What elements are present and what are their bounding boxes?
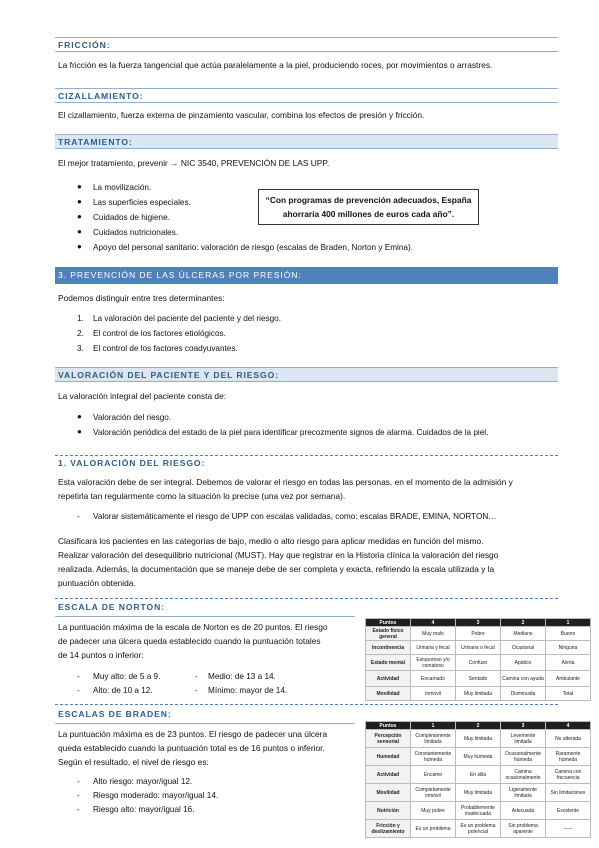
braden-cell: Movilidad bbox=[366, 784, 411, 802]
braden-cell: Humedad bbox=[366, 748, 411, 766]
braden-cell: Muy pobre bbox=[411, 802, 456, 820]
riesgo-para2-line1: Clasificara los pacientes en las categorías de bajo, medio o alto riesgo para aplicar medidas en función del mismo. bbox=[58, 536, 484, 546]
norton-cell: Pobre bbox=[456, 627, 501, 641]
prevencion-intro: Podemos distinguir entre tres determinantes: bbox=[58, 293, 225, 303]
braden-line1: La puntuación máxima es de 23 puntos. El riesgo de padecer una úlcera bbox=[58, 729, 328, 739]
braden-cell: No alterada bbox=[546, 730, 591, 748]
norton-line1: La puntuación máxima de la escala de Norton es de 20 puntos. El riesgo bbox=[58, 622, 328, 632]
braden-table bbox=[365, 721, 591, 838]
braden-cell: Percepción sensorial bbox=[366, 730, 411, 748]
norton-cell: Ambulante bbox=[546, 671, 591, 687]
norton-cell: Estado mental bbox=[366, 655, 411, 671]
braden-cell: Camina con frecuencia bbox=[546, 766, 591, 784]
dash: - bbox=[77, 805, 80, 814]
norton-item: Medio: de 13 a 14. bbox=[208, 672, 276, 681]
riesgo-para1-line2: repetirla tan regularmente como la situación lo precise (una vez por semana). bbox=[58, 491, 346, 501]
table-row bbox=[366, 766, 591, 784]
braden-cell: Encamo bbox=[411, 766, 456, 784]
riesgo-para1-line1: Esta valoración debe de ser integral. Debemos de valorar el riesgo en todas las personas, en el momento de la admisión y bbox=[58, 477, 513, 487]
braden-cell: Completamente inmóvil bbox=[411, 784, 456, 802]
bullet: ● bbox=[77, 182, 82, 191]
heading-valoracion: VALORACIÓN DEL PACIENTE Y DEL RIESGO: bbox=[55, 367, 558, 382]
valoracion-intro: La valoración integral del paciente consta de: bbox=[58, 391, 227, 401]
norton-cell: Encamado bbox=[411, 671, 456, 687]
norton-item: Mínimo: mayor de 14. bbox=[208, 686, 288, 695]
heading-valoracion-riesgo: 1. VALORACIÓN DEL RIESGO: bbox=[55, 455, 558, 470]
braden-cell: Adecuada bbox=[501, 802, 546, 820]
braden-cell: Completamente limitada bbox=[411, 730, 456, 748]
prevencion-item: El control de los factores coadyuvantes. bbox=[93, 344, 238, 353]
braden-header-cell: Puntos bbox=[366, 722, 411, 730]
dash: - bbox=[77, 512, 80, 521]
table-row bbox=[366, 671, 591, 687]
dash: - bbox=[77, 791, 80, 800]
braden-cell: ----- bbox=[546, 820, 591, 838]
braden-cell: Fricción y deslizamiento bbox=[366, 820, 411, 838]
braden-cell: Nutrición bbox=[366, 802, 411, 820]
table-row bbox=[366, 730, 591, 748]
norton-cell: Inmóvil bbox=[411, 687, 456, 701]
norton-cell: Camina con ayuda bbox=[501, 671, 546, 687]
braden-cell: Constantemente húmeda bbox=[411, 748, 456, 766]
norton-cell: Confuso bbox=[456, 655, 501, 671]
norton-cell: Ocasional bbox=[501, 641, 546, 655]
braden-cell: Camina ocasionalmente bbox=[501, 766, 546, 784]
norton-cell: Alerta bbox=[546, 655, 591, 671]
tratamiento-item: Apoyo del personal sanitario: valoración de riesgo (escalas de Braden, Norton y Emina). bbox=[93, 243, 413, 252]
dash: - bbox=[195, 672, 198, 681]
list-number: 2. bbox=[77, 329, 84, 338]
norton-cell: Urinaria o fecal bbox=[456, 641, 501, 655]
table-row bbox=[366, 687, 591, 701]
braden-cell: Es un problema bbox=[411, 820, 456, 838]
norton-cell: Estado físico general bbox=[366, 627, 411, 641]
table-row bbox=[366, 784, 591, 802]
table-row bbox=[366, 627, 591, 641]
norton-cell: Mediano bbox=[501, 627, 546, 641]
braden-cell: Muy limitada bbox=[456, 730, 501, 748]
valoracion-item: Valoración periódica del estado de la piel para identificar precozmente signos de alarma. Cuidados de la piel. bbox=[93, 428, 489, 437]
norton-cell: Muy limitada bbox=[456, 687, 501, 701]
braden-cell: Muy limitada bbox=[456, 784, 501, 802]
braden-underline bbox=[55, 723, 355, 724]
tratamiento-item: Cuidados de higiene. bbox=[93, 213, 170, 222]
braden-cell: Ocasionalmente húmeda bbox=[501, 748, 546, 766]
norton-header-cell: Puntos bbox=[366, 619, 411, 627]
norton-header-cell: 4 bbox=[411, 619, 456, 627]
quote-box: “Con programas de prevención adecuados, España ahorraría 400 millones de euros cada año”. bbox=[258, 189, 479, 225]
bullet: ● bbox=[77, 212, 82, 221]
tratamiento-intro: El mejor tratamiento, prevenir → NIC 3540, PREVENCIÓN DE LAS UPP. bbox=[58, 158, 330, 168]
dash: - bbox=[77, 686, 80, 695]
braden-line3: Según el resultado, el nivel de riesgo es: bbox=[58, 757, 209, 767]
norton-cell: Disminuida bbox=[501, 687, 546, 701]
valoracion-item: Valoración del riesgo. bbox=[93, 413, 172, 422]
riesgo-para2-line3: realizada. Además, la documentación que se maneje debe de ser completa y exacta, refiriendo la escala utilizada y la bbox=[58, 564, 495, 574]
heading-braden: ESCALAS DE BRADEN: bbox=[58, 709, 172, 719]
braden-cell: Sin problema aparente bbox=[501, 820, 546, 838]
norton-cell: Bueno bbox=[546, 627, 591, 641]
prevencion-item: El control de los factores etiológicos. bbox=[93, 329, 226, 338]
heading-cizallamiento: CIZALLAMIENTO: bbox=[55, 88, 558, 103]
norton-item: Muy alto: de 5 a 9. bbox=[93, 672, 161, 681]
prevencion-item: La valoración del paciente del paciente y del riesgo. bbox=[93, 314, 281, 323]
list-number: 3. bbox=[77, 344, 84, 353]
table-row bbox=[366, 748, 591, 766]
heading-tratamiento: TRATAMIENTO: bbox=[55, 134, 558, 149]
norton-line3: de 14 puntos o inferior: bbox=[58, 650, 144, 660]
bullet: ● bbox=[77, 242, 82, 251]
dashed-divider bbox=[55, 598, 558, 599]
dashed-divider bbox=[55, 704, 558, 705]
braden-cell: Excelente bbox=[546, 802, 591, 820]
norton-cell: Movilidad bbox=[366, 687, 411, 701]
tratamiento-item: La movilización. bbox=[93, 183, 152, 192]
braden-header-cell: 4 bbox=[546, 722, 591, 730]
dash: - bbox=[77, 672, 80, 681]
braden-cell: Actividad bbox=[366, 766, 411, 784]
norton-header-cell: 1 bbox=[546, 619, 591, 627]
braden-cell: Sin limitaciones bbox=[546, 784, 591, 802]
norton-item: Alto: de 10 a 12. bbox=[93, 686, 153, 695]
riesgo-dash-item: Valorar sistemáticamente el riesgo de UPP con escalas validadas, como: escalas BRADE, EMINA, NORTON… bbox=[93, 512, 497, 521]
braden-cell: Raramente húmeda bbox=[546, 748, 591, 766]
tratamiento-item: Cuidados nutricionales. bbox=[93, 228, 179, 237]
braden-cell: En silla bbox=[456, 766, 501, 784]
norton-cell: Ninguna bbox=[546, 641, 591, 655]
friccion-text: La fricción es la fuerza tangencial que actúa paralelamente a la piel, produciendo roces, por movimientos o arrastres. bbox=[58, 60, 493, 70]
bullet: ● bbox=[77, 412, 82, 421]
norton-cell: Sentado bbox=[456, 671, 501, 687]
braden-item: Alto riesgo: mayor/igual 12. bbox=[93, 777, 193, 786]
tratamiento-item: Las superficies especiales. bbox=[93, 198, 191, 207]
braden-header-cell: 1 bbox=[411, 722, 456, 730]
norton-cell: Total bbox=[546, 687, 591, 701]
norton-header-cell: 2 bbox=[501, 619, 546, 627]
table-row bbox=[366, 655, 591, 671]
table-row bbox=[366, 641, 591, 655]
list-number: 1. bbox=[77, 314, 84, 323]
table-row bbox=[366, 802, 591, 820]
braden-cell: Probablemente inadecuada bbox=[456, 802, 501, 820]
bullet: ● bbox=[77, 197, 82, 206]
dash: - bbox=[195, 686, 198, 695]
heading-norton: ESCALA DE NORTON: bbox=[58, 602, 165, 612]
bullet: ● bbox=[77, 427, 82, 436]
braden-cell: Levemente limitada bbox=[501, 730, 546, 748]
braden-header-cell: 3 bbox=[501, 722, 546, 730]
braden-item: Riesgo moderado: mayor/igual 14. bbox=[93, 791, 219, 800]
norton-underline bbox=[55, 616, 355, 617]
braden-cell: Es un problema potencial bbox=[456, 820, 501, 838]
braden-cell: Muy húmeda bbox=[456, 748, 501, 766]
braden-header-cell: 2 bbox=[456, 722, 501, 730]
cizallamiento-text: El cizallamiento, fuerza externa de pinzamiento vascular, combina los efectos de presión y fricción. bbox=[58, 110, 425, 120]
norton-cell: Apático bbox=[501, 655, 546, 671]
heading-prevencion: 3. PREVENCIÓN DE LAS ÚLCERAS POR PRESIÓN: bbox=[55, 267, 558, 284]
norton-table bbox=[365, 618, 591, 701]
dash: - bbox=[77, 777, 80, 786]
norton-cell: Estuporoso y/o comatoso bbox=[411, 655, 456, 671]
braden-item: Riesgo alto: mayor/igual 16. bbox=[93, 805, 195, 814]
norton-cell: Muy malo bbox=[411, 627, 456, 641]
norton-header-cell: 3 bbox=[456, 619, 501, 627]
norton-cell: Incontinencia bbox=[366, 641, 411, 655]
bullet: ● bbox=[77, 227, 82, 236]
riesgo-para2-line2: Realizar valoración del desequilibrio nutricional (MUST). Hay que registrar en la Historia clínica la valoración del riesgo bbox=[58, 550, 499, 560]
norton-line2: de padecer una úlcera queda establecido cuando la puntuación totales bbox=[58, 636, 321, 646]
norton-cell: Actividad bbox=[366, 671, 411, 687]
braden-line2: queda establecido cuando la puntuación total es de 16 puntos o inferior. bbox=[58, 743, 325, 753]
norton-cell: Urinaria y fecal bbox=[411, 641, 456, 655]
braden-cell: Ligeramente limitada bbox=[501, 784, 546, 802]
table-row bbox=[366, 820, 591, 838]
heading-friccion: FRICCIÓN: bbox=[55, 37, 558, 52]
riesgo-para2-line4: puntuación obtenida. bbox=[58, 578, 136, 588]
